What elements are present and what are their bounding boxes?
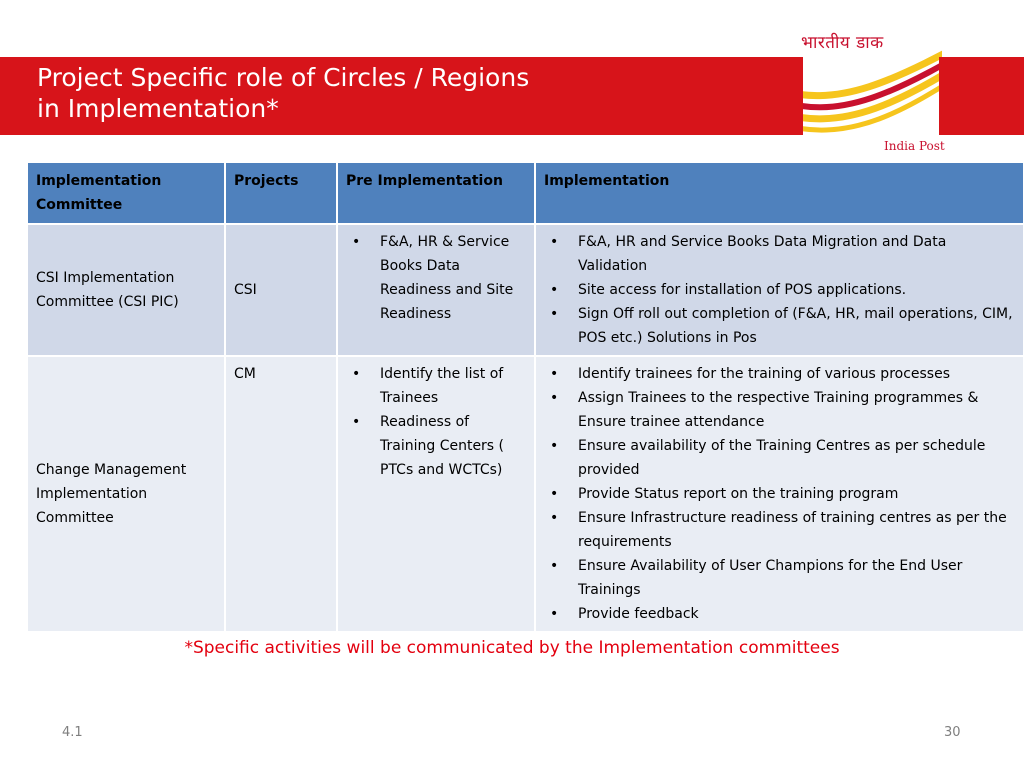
- table-row: [28, 225, 1023, 355]
- footer-left: 4.1: [62, 725, 83, 740]
- list-item: • Provide feedback: [544, 602, 1015, 626]
- list-item: • Assign Trainees to the respective Training programmes & Ensure trainee attendance: [544, 386, 1015, 434]
- implementation-table: [26, 161, 1024, 633]
- list-item: • F&A, HR & Service Books Data Readiness and Site Readiness: [346, 230, 526, 326]
- committee-cell: Change Management Implementation Committee: [28, 357, 224, 631]
- table-header-row: [28, 163, 1023, 223]
- list-item: • Ensure Infrastructure readiness of training centres as per the requirements: [544, 506, 1015, 554]
- pre-implementation-cell: [338, 357, 534, 631]
- list-item: • Site access for installation of POS applications.: [544, 278, 1015, 302]
- header-implementation: Implementation: [536, 163, 1023, 223]
- slide-title-line1: Project Specific role of Circles / Regions: [37, 63, 530, 92]
- logo-hindi-text: भारतीय डाक: [801, 33, 884, 53]
- project-cell: CM: [226, 357, 336, 631]
- list-item: • Identify trainees for the training of various processes: [544, 362, 1015, 386]
- list-item: • Readiness of Training Centers ( PTCs and WCTCs): [346, 410, 526, 482]
- footnote: *Specific activities will be communicated by the Implementation committees: [184, 638, 840, 658]
- table-row: [28, 357, 1023, 631]
- project-cell: CSI: [226, 225, 336, 355]
- implementation-cell: [536, 225, 1023, 355]
- list-item: • F&A, HR and Service Books Data Migration and Data Validation: [544, 230, 1015, 278]
- slide-title: [37, 62, 777, 124]
- list-item: • Identify the list of Trainees: [346, 362, 526, 410]
- committee-cell: CSI Implementation Committee (CSI PIC): [28, 225, 224, 355]
- page-number: 30: [944, 725, 961, 740]
- header-committee: Implementation Committee: [28, 163, 224, 223]
- pre-implementation-cell: [338, 225, 534, 355]
- title-bar-right: [942, 57, 1024, 135]
- list-item: • Ensure Availability of User Champions for the End User Trainings: [544, 554, 1015, 602]
- header-projects: Projects: [226, 163, 336, 223]
- header-pre-implementation: Pre Implementation: [338, 163, 534, 223]
- list-item: • Sign Off roll out completion of (F&A, HR, mail operations, CIM, POS etc.) Solutions in Pos: [544, 302, 1015, 350]
- implementation-cell: [536, 357, 1023, 631]
- list-item: • Provide Status report on the training program: [544, 482, 1015, 506]
- list-item: • Ensure availability of the Training Centres as per schedule provided: [544, 434, 1015, 482]
- logo-english-text: India Post: [884, 139, 945, 153]
- slide-title-line2: in Implementation*: [37, 94, 279, 123]
